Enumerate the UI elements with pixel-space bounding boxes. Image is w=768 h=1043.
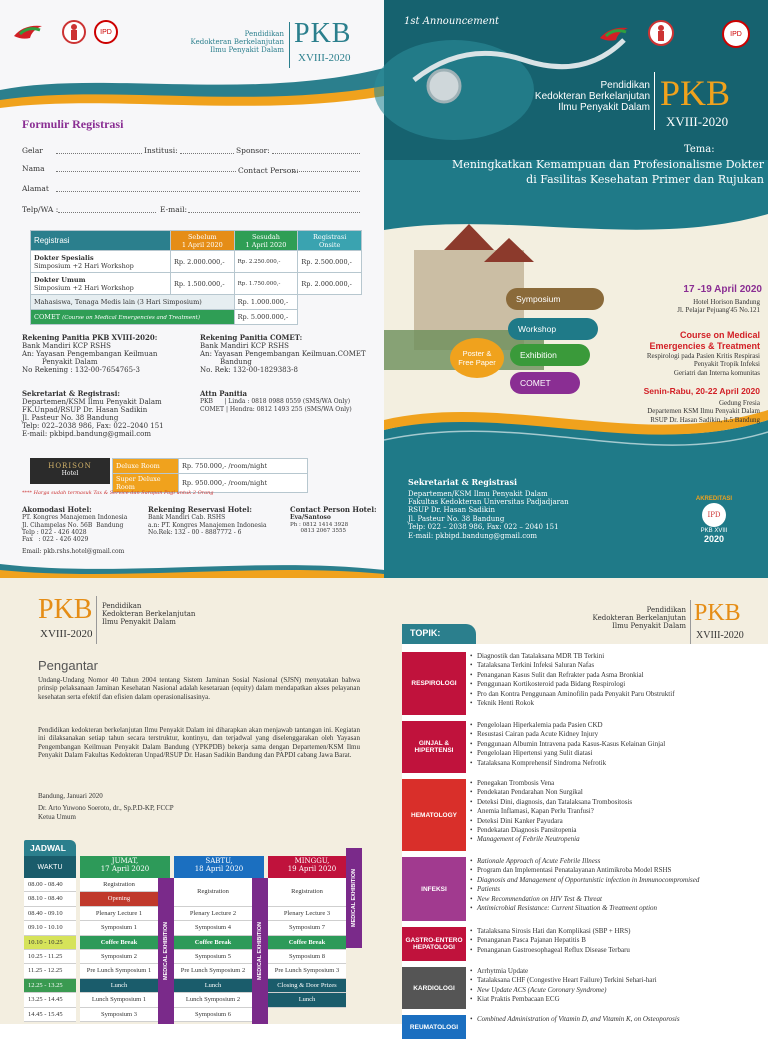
leaf-logo bbox=[598, 24, 632, 44]
cell-after: Rp. 1.750.000,- bbox=[234, 273, 298, 295]
topic-item: • Pengelolaan Hiperkalemia pada Pasien CKD bbox=[470, 721, 665, 730]
org-line: Kedokteran Berkelanjutan bbox=[592, 614, 686, 623]
topic-item: • Patients bbox=[470, 885, 699, 894]
session: Registration bbox=[174, 878, 252, 907]
label-gelar: Gelar bbox=[22, 146, 43, 155]
form-title: Formulir Registrasi bbox=[22, 117, 124, 131]
topic-item: • Pendekatan Pendarahan Non Surgikal bbox=[470, 788, 632, 797]
topic-item: • Management of Febrile Neutropenia bbox=[470, 835, 632, 844]
attn-panitia bbox=[200, 390, 382, 413]
session: Symposium 7 bbox=[268, 921, 346, 935]
topic-items bbox=[470, 721, 665, 768]
day-date: 17 April 2020 bbox=[100, 864, 150, 873]
inner-pkb-right: PKB bbox=[694, 600, 741, 626]
topic-item: • Diagnostik dan Tatalaksana MDR TB Terkini bbox=[470, 652, 675, 661]
rek-comet bbox=[200, 334, 380, 374]
sekretariat-line: Telp: 022–2038 986, Fax: 022–2040 151 bbox=[22, 422, 164, 431]
rek-hotel bbox=[148, 506, 288, 536]
pill-symposium: Symposium bbox=[506, 288, 604, 310]
course-topics bbox=[584, 352, 760, 377]
cover-sek-line: E-mail: pkbipd.bandung@gmail.com bbox=[408, 531, 538, 540]
time-slot: 14.45 - 15.45 bbox=[24, 1008, 76, 1022]
rek-hotel-line: No.Rek: 132 - 00 - 8887772 - 6 bbox=[148, 528, 242, 536]
course-topic: Respirologi pada Pasien Kritis Respirasi bbox=[646, 352, 760, 360]
cover-sek-line: RSUP Dr. Hasan Sadikin bbox=[408, 506, 495, 515]
cell-comet-price: Rp. 5.000.000,- bbox=[234, 310, 298, 325]
tema-line: Meningkatkan Kemampuan dan Profesionalisme Dokter bbox=[452, 158, 764, 171]
topic-row bbox=[402, 721, 768, 777]
inner-edition: XVIII-2020 bbox=[40, 628, 93, 640]
horison-sub: Hotel bbox=[61, 470, 79, 477]
rek-comet-line: Bank Mandiri KCP RSHS bbox=[200, 342, 289, 351]
session: Plenary Lecture 1 bbox=[80, 907, 158, 921]
course-topic: Geriatri dan Interna komunitas bbox=[673, 368, 760, 377]
ipd-logo-text: IPD bbox=[722, 20, 750, 48]
cover-sekretariat bbox=[408, 478, 608, 540]
topic-item: • Penggunaan Kortikosteroid pada Bidang Respirologi bbox=[470, 680, 675, 689]
topic-item: • Arrhytmia Update bbox=[470, 967, 657, 976]
akomodasi-title: Akomodasi Hotel: bbox=[22, 505, 92, 514]
org-line: Kedokteran Berkelanjutan bbox=[190, 38, 284, 47]
topic-item: • Anemia Inflamasi, Kapan Perlu Tranfusi? bbox=[470, 807, 632, 816]
session: Pre Lunch Symposium 3 bbox=[268, 964, 346, 978]
attn-title: Attn Panitia bbox=[200, 389, 248, 398]
day-date: 19 April 2020 bbox=[287, 864, 337, 873]
cell-onsite: Rp. 2.000.000,- bbox=[298, 273, 362, 295]
rek-pkb bbox=[22, 334, 192, 374]
topic-item: • Tatalaksana Sirosis Hati dan Komplikasi (SBP + HRS) bbox=[470, 927, 631, 936]
topic-item: • New Update ACS (Acute Coronary Syndrome) bbox=[470, 986, 657, 995]
akomodasi-line: Telp : 022 - 426 4028 bbox=[22, 528, 87, 536]
cell-mahasiswa-price: Rp. 1.000.000,- bbox=[234, 295, 298, 310]
session: Coffee Break bbox=[174, 936, 252, 950]
topic-item: • Penanganan Kasus Sulit dan Refrakter pada Asma Bronkial bbox=[470, 671, 675, 680]
event-venue bbox=[604, 298, 760, 315]
akomodasi-email: Email: pkb.rshs.hotel@gmail.com bbox=[22, 548, 125, 556]
tema-label: Tema: bbox=[684, 144, 715, 155]
institusi-input[interactable] bbox=[180, 146, 234, 154]
cell-sub: Simposium +2 Hari Workshop bbox=[34, 261, 134, 270]
rek-comet-line: No. Rek: 132-00-1829383-8 bbox=[200, 366, 298, 375]
time-slot: 10.25 - 11.25 bbox=[24, 950, 76, 964]
bottom-wave bbox=[0, 556, 384, 578]
sekretariat-title: Sekretariat & Registrasi: bbox=[22, 389, 120, 398]
pkb-edition: XVIII-2020 bbox=[298, 52, 351, 64]
session: Symposium 4 bbox=[174, 921, 252, 935]
table-row bbox=[31, 251, 362, 273]
org-line: Ilmu Penyakit Dalam bbox=[102, 618, 176, 627]
org-line: Ilmu Penyakit Dalam bbox=[558, 102, 650, 113]
org-line: Pendidikan bbox=[600, 80, 650, 91]
day-name: MINGGU, bbox=[294, 857, 330, 865]
cp-hotel-line: Eva/Santoso bbox=[290, 514, 331, 522]
session: Coffee Break bbox=[268, 936, 346, 950]
room-type: Super Deluxe Room bbox=[113, 474, 179, 493]
cell-after: Rp. 2.250.000,- bbox=[234, 251, 298, 273]
topic-item: • Kiat Praktis Pembacaan ECG bbox=[470, 995, 657, 1004]
th-registrasi: Registrasi bbox=[31, 231, 171, 251]
cover-sek-title: Sekretariat & Registrasi bbox=[408, 477, 518, 487]
session: Lunch bbox=[80, 979, 158, 993]
saturday-column bbox=[174, 878, 252, 1022]
exhibition-label: MEDICAL EXHIBITION bbox=[351, 869, 357, 927]
akomodasi-line: Jl. Cihampelas No. 56B Bandung bbox=[22, 521, 124, 529]
org-line: Kedokteran Berkelanjutan bbox=[102, 610, 196, 619]
rek-pkb-line: Bank Mandiri KCP RSHS bbox=[22, 342, 111, 351]
topic-item: • Tatalaksana CHF (Congestive Heart Failure) Terkini Sehari-hari bbox=[470, 976, 657, 985]
sign-line: Bandung, Januari 2020 bbox=[38, 792, 103, 800]
akreditasi-label: AKREDITASI bbox=[695, 496, 733, 502]
topic-item: • Deteksi Dini, diagnosis, dan Tatalaksana Trombositosis bbox=[470, 798, 632, 807]
inner-org-left bbox=[102, 602, 195, 626]
registration-panel bbox=[0, 0, 384, 578]
alamat-input[interactable] bbox=[56, 184, 360, 192]
th-onsite: Registrasi Onsite bbox=[298, 231, 362, 251]
th-after: Sesudah 1 April 2020 bbox=[234, 231, 298, 251]
akreditasi-pkb: PKB XVIII bbox=[700, 528, 728, 534]
sign-line: Ketua Umum bbox=[38, 812, 76, 821]
topic-item: • Penegakan Trombosis Vena bbox=[470, 779, 632, 788]
topic-items bbox=[470, 652, 675, 708]
pengantar-sign bbox=[38, 792, 360, 821]
table-row bbox=[31, 273, 362, 295]
day-date: 18 April 2020 bbox=[194, 864, 244, 873]
org-line: Pendidikan bbox=[102, 602, 142, 610]
rek-pkb-line: An: Yayasan Pengembangan Keilmuan bbox=[22, 350, 158, 359]
time-slot: 08.40 - 09.10 bbox=[24, 907, 76, 921]
divider bbox=[654, 72, 655, 130]
exhibition-band bbox=[346, 848, 362, 948]
cell-sub: Simposium +2 Hari Workshop bbox=[34, 283, 134, 292]
topic-item: • Penanganan Pasca Pajanan Hepatitis B bbox=[470, 936, 631, 945]
jadwal-title: JADWAL bbox=[24, 840, 76, 856]
cell-comet-note: (Course on Medical Emergencies and Treatment) bbox=[62, 315, 201, 321]
akomodasi-line: PT. Kongres Manajemen Indonesia bbox=[22, 514, 128, 522]
exhibition-band bbox=[158, 878, 174, 1024]
day-saturday bbox=[174, 856, 264, 878]
cp-hotel-line: 0813 2067 3555 bbox=[290, 528, 346, 535]
attn-line: COMET | Hendra: 0812 1493 255 (SMS/WA Only) bbox=[200, 405, 352, 413]
friday-column bbox=[80, 878, 158, 1022]
topic-row bbox=[402, 652, 768, 719]
akomodasi-line: Fax : 022 - 426 4029 bbox=[22, 535, 89, 543]
topic-label: INFEKSI bbox=[402, 857, 466, 921]
course-venue-line: RSUP Dr. Hasan Sadikin, lt.5 Bandung bbox=[650, 415, 760, 424]
topic-label: GASTRO-ENTERO HEPATOLOGI bbox=[402, 927, 466, 961]
session: Closing & Door Prizes bbox=[268, 979, 346, 993]
cover-pkb: PKB bbox=[660, 73, 731, 113]
org-line: Pendidikan bbox=[646, 606, 686, 614]
rek-pkb-line: No Rekening : 132-00-7654765-3 bbox=[22, 366, 140, 375]
label-institusi: Institusi: bbox=[144, 146, 178, 155]
topic-items bbox=[470, 1015, 680, 1024]
org-line: Kedokteran Berkelanjutan bbox=[534, 91, 650, 102]
announcement: 1st Announcement bbox=[404, 16, 500, 27]
topic-items bbox=[470, 927, 631, 955]
day-name: JUMAT, bbox=[111, 857, 139, 865]
session: Symposium 2 bbox=[80, 950, 158, 964]
label-nama: Nama bbox=[22, 164, 45, 173]
cp-hotel-title: Contact Person Hotel: bbox=[290, 505, 377, 514]
rek-pkb-title: Rekening Panitia PKB XVIII-2020: bbox=[22, 333, 158, 342]
day-sunday bbox=[268, 856, 356, 878]
cover-edition: XVIII-2020 bbox=[666, 114, 729, 129]
course-venue bbox=[584, 399, 760, 424]
topic-item: • Rationale Approach of Acute Febrile Illness bbox=[470, 857, 699, 866]
gelar-input[interactable] bbox=[56, 146, 142, 154]
topic-row bbox=[402, 927, 768, 965]
cell-onsite: Rp. 2.500.000,- bbox=[298, 251, 362, 273]
inner-edition-right: XVIII-2020 bbox=[696, 630, 744, 641]
tema-line: di Fasilitas Kesehatan Primer dan Rujukan bbox=[526, 172, 764, 186]
time-slot: 08.00 - 08.40 bbox=[24, 878, 76, 892]
rek-hotel-line: a.n: PT. Kongres Manajemen Indonesia bbox=[148, 521, 267, 529]
rek-comet-title: Rekening Panitia COMET: bbox=[200, 333, 303, 342]
sekretariat-line: Jl. Pasteur No. 38 Bandung bbox=[22, 414, 119, 423]
cell-before: Rp. 2.000.000,- bbox=[171, 251, 235, 273]
cover-sek-line: Jl. Pasteur No. 38 Bandung bbox=[408, 514, 505, 523]
topic-item: • Pendekatan Diagnosis Pansitopenia bbox=[470, 826, 632, 835]
topic-row bbox=[402, 857, 768, 925]
cover-panel bbox=[384, 0, 768, 578]
rek-pkb-line: Penyakit Dalam bbox=[42, 358, 98, 367]
day-name: SABTU, bbox=[205, 857, 233, 865]
hotel-table bbox=[112, 458, 308, 493]
room-price: Rp. 750.000,- /room/night bbox=[179, 459, 308, 474]
label-telp: Telp/WA : bbox=[22, 205, 59, 214]
topic-label: GINJAL & HIPERTENSI bbox=[402, 721, 466, 773]
exhibition-label: MEDICAL EXHIBITION bbox=[163, 922, 169, 980]
course-venue-line: Departemen KSM Ilmu Penyakit Dalam bbox=[647, 407, 760, 416]
room-price: Rp. 950.000,- /room/night bbox=[179, 474, 308, 493]
topic-item: • Diagnosis and Management of Opportunistic infection in Immunocompromised bbox=[470, 876, 699, 885]
akreditasi-year: 2020 bbox=[703, 534, 725, 544]
inner-pkb: PKB bbox=[38, 594, 93, 625]
topic-item: • Pro dan Kontra Penggunaan Aminofilin pada Penyakit Paru Obstruktif bbox=[470, 690, 675, 699]
venue-line: Hotel Horison Bandung bbox=[693, 298, 760, 306]
course-title-line: Course on Medical bbox=[679, 330, 760, 340]
session: Registration bbox=[80, 878, 158, 892]
course-date: Senin-Rabu, 20-22 April 2020 bbox=[643, 386, 760, 396]
topic-label: KARDIOLOGI bbox=[402, 967, 466, 1009]
sunday-column bbox=[268, 878, 346, 1008]
session: Lunch Symposium 2 bbox=[174, 993, 252, 1007]
label-sponsor: Sponsor: bbox=[236, 146, 270, 155]
rek-hotel-line: Bank Mandiri Cab. RSHS bbox=[148, 514, 226, 522]
exhibition-band bbox=[252, 878, 268, 1024]
akreditasi-logo: IPD bbox=[702, 503, 726, 527]
topic-item: • Deteksi Dini Kanker Payudara bbox=[470, 817, 632, 826]
cover-sek-line: Telp: 022 – 2038 986, Fax: 022 – 2040 151 bbox=[408, 523, 559, 532]
session: Opening bbox=[80, 892, 158, 906]
session: Plenary Lecture 3 bbox=[268, 907, 346, 921]
rek-hotel-title: Rekening Reservasi Hotel: bbox=[148, 505, 252, 514]
session: Registration bbox=[268, 878, 346, 907]
venue-line: Jl. Pelajar Pejuang'45 No.121 bbox=[677, 306, 760, 315]
table-row bbox=[31, 310, 362, 325]
ipd-logo-text: IPD bbox=[94, 20, 118, 44]
course-venue-line: Gedung Fresia bbox=[718, 399, 760, 407]
time-slot: 12.25 - 13.25 bbox=[24, 979, 76, 993]
topic-item: • Antimicrobial Resistance: Current Situation & Treatment option bbox=[470, 904, 699, 913]
topic-label: HEMATOLOGY bbox=[402, 779, 466, 851]
sekretariat-line: FK.Unpad/RSUP Dr. Hasan Sadikin bbox=[22, 406, 148, 415]
exhibition-label: MEDICAL EXHIBITION bbox=[257, 922, 263, 980]
poster-badge: Poster & Free Paper bbox=[450, 338, 504, 378]
topic-label: REUMATOLOGI bbox=[402, 1015, 466, 1039]
waktu-header: WAKTU bbox=[24, 856, 76, 878]
pill-comet: COMET bbox=[510, 372, 580, 394]
topic-item: • Teknik Henti Rokok bbox=[470, 699, 675, 708]
session: Pre Lunch Symposium 2 bbox=[174, 964, 252, 978]
email-input[interactable] bbox=[188, 205, 360, 213]
cell-mahasiswa: Mahasiswa, Tenaga Medis lain (3 Hari Simposium) bbox=[31, 295, 235, 310]
cover-sek-line: Fakultas Kedokteran Universitas Padjadjaran bbox=[408, 497, 569, 506]
day-friday bbox=[80, 856, 170, 878]
hotel-note: **** Harga sudah termasuk Tax & Service dan Sarapan Pagi untuk 2 Orang bbox=[22, 490, 214, 496]
session: Symposium 8 bbox=[268, 950, 346, 964]
leaf-logo bbox=[12, 22, 46, 42]
label-email: E-mail: bbox=[160, 205, 188, 214]
attn-line: PKB | Linda : 0818 0988 0559 (SMS/WA Only) bbox=[200, 398, 351, 406]
topic-row bbox=[402, 1015, 768, 1043]
nama-input[interactable] bbox=[56, 164, 236, 172]
topic-item: • Combined Administration of Vitamin D, and Vitamin K, on Osteoporosis bbox=[470, 1015, 680, 1024]
time-slot: 09.10 - 10.10 bbox=[24, 921, 76, 935]
table-row bbox=[31, 295, 362, 310]
time-slot: 10.10 - 10.25 bbox=[24, 936, 76, 950]
tema-text bbox=[444, 158, 764, 188]
session: Symposium 6 bbox=[174, 1008, 252, 1022]
cell-name: Dokter Umum bbox=[34, 275, 86, 284]
akreditasi-badge bbox=[686, 496, 742, 546]
time-column bbox=[24, 878, 76, 1022]
session: Symposium 1 bbox=[80, 921, 158, 935]
ipd-logo bbox=[722, 20, 750, 48]
topic-items bbox=[470, 967, 657, 1005]
telp-input[interactable] bbox=[58, 205, 156, 213]
label-alamat: Alamat bbox=[22, 184, 49, 193]
session: Pre Lunch Symposium 1 bbox=[80, 964, 158, 978]
topic-item: • Penggunaan Albumin Intravena pada Kasus-Kasus Kelainan Ginjal bbox=[470, 740, 665, 749]
course-title-line: Emergencies & Treatment bbox=[649, 340, 760, 351]
registration-table bbox=[30, 230, 362, 325]
topic-item: • Penanganan Gastroesophageal Reflux Disease Terbaru bbox=[470, 946, 631, 955]
topic-row bbox=[402, 967, 768, 1013]
session: Symposium 5 bbox=[174, 950, 252, 964]
horison-brand: HORISON bbox=[48, 462, 92, 470]
course-topic: Penyakit Tropik Infeksi bbox=[693, 360, 760, 369]
cover-org-name bbox=[504, 80, 650, 113]
topic-items bbox=[470, 779, 632, 845]
session: Plenary Lecture 2 bbox=[174, 907, 252, 921]
topic-item: • Tatalaksana Terkini Infeksi Saluran Nafas bbox=[470, 661, 675, 670]
horison-logo bbox=[30, 458, 110, 484]
cell-name: Dokter Spesialis bbox=[34, 253, 94, 262]
session: Lunch Symposium 1 bbox=[80, 993, 158, 1007]
cell-comet: COMET bbox=[34, 313, 61, 321]
session: Lunch bbox=[174, 979, 252, 993]
topic-item: • Pengelolaan Hipertensi yang Sulit diatasi bbox=[470, 749, 665, 758]
time-slot: 13.25 - 14.45 bbox=[24, 993, 76, 1007]
table-row bbox=[113, 459, 308, 474]
cp-hotel-line: Ph : 0812 1414 3928 bbox=[290, 521, 349, 528]
akomodasi bbox=[22, 506, 142, 555]
inner-org-right bbox=[580, 606, 686, 630]
rek-comet-line: Bandung bbox=[220, 358, 252, 367]
time-slot: 11.25 - 12.25 bbox=[24, 964, 76, 978]
pill-workshop: Workshop bbox=[508, 318, 598, 340]
session: Symposium 3 bbox=[80, 1008, 158, 1022]
topic-item: • New Recommendation on HIV Test & Threat bbox=[470, 895, 699, 904]
sekretariat-line: Departemen/KSM Ilmu Penyakit Dalam bbox=[22, 398, 162, 407]
wave-decoration bbox=[0, 62, 384, 108]
topic-item: • Tatalaksana Komprehensif Sindroma Nefrotik bbox=[470, 759, 665, 768]
session: Lunch bbox=[268, 993, 346, 1007]
sign-line: Dr. Arto Yuwono Soeroto, dr., Sp.P.D-KP, FCCP bbox=[38, 804, 174, 813]
time-slot: 08.10 - 08.40 bbox=[24, 892, 76, 906]
org-line: Ilmu Penyakit Dalam bbox=[612, 622, 686, 631]
body-logo bbox=[62, 20, 86, 44]
pengantar-p2: Pendidikan kedokteran berkelanjutan Ilmu Penyakit Dalam ini diharapkan akan menjawab tantangan ini. Kegiatan ini dilaksanakan setiap tahun secara terstruktur, kontinyu, dan terjadwal yang diselenggarakan oleh Yayasan Pengembangan Keilmuan Penyakit Dalam Bandung (YPKPDB) bekerja sama dengan Departemen/KSM Ilmu Penyakit Dalam Fakultas Kedokteran Unpad/RSUP Dr. Hasan Sadikin Bandung dan PAPDI cabang Jawa Barat. bbox=[38, 726, 360, 760]
ipd-logo bbox=[94, 20, 118, 44]
divider bbox=[690, 600, 691, 644]
cp-hotel bbox=[290, 506, 382, 535]
sekretariat bbox=[22, 390, 197, 438]
contact-input[interactable] bbox=[292, 164, 360, 172]
topic-item: • Program dan Implementasi Penatalayanan Antimikroba Model RSHS bbox=[470, 866, 699, 875]
cover-sek-line: Departemen/KSM Ilmu Penyakit Dalam bbox=[408, 489, 548, 498]
sponsor-input[interactable] bbox=[272, 146, 360, 154]
cell-before: Rp. 1.500.000,- bbox=[171, 273, 235, 295]
org-line: Pendidikan bbox=[244, 30, 284, 38]
sekretariat-line: E-mail: pkbipd.bandung@gmail.com bbox=[22, 430, 152, 439]
topik-title: TOPIK: bbox=[402, 624, 476, 644]
topic-item: • Resustasi Cairan pada Acute Kidney Injury bbox=[470, 730, 665, 739]
label-contact: Contact Person: bbox=[238, 166, 299, 175]
pkb-logo-text: PKB bbox=[294, 18, 352, 49]
pengantar-title: Pengantar bbox=[38, 658, 98, 673]
divider bbox=[96, 596, 97, 644]
room-type: Deluxe Room bbox=[113, 459, 179, 474]
org-name bbox=[180, 30, 284, 54]
pill-exhibition: Exhibition bbox=[510, 344, 590, 366]
topic-items bbox=[470, 857, 699, 913]
pengantar-p1: Undang-Undang Nomor 40 Tahun 2004 tentang Sistem Jaminan Sosial Nasional (SJSN) menyatakan bahwa prinsip pelaksanaan Jaminan Kesehatan Nasional adalah kesetaraan (equity) dalam mendapatkan akses pelayanan kesehatan serta efektif dan efisien dalam operasionalisasinya. bbox=[38, 676, 360, 701]
org-line: Ilmu Penyakit Dalam bbox=[210, 46, 284, 55]
topic-row bbox=[402, 779, 768, 855]
course-title bbox=[584, 330, 760, 352]
event-date: 17 -19 April 2020 bbox=[683, 284, 762, 295]
topic-label: RESPIROLOGI bbox=[402, 652, 466, 715]
rek-comet-line: An: Yayasan Pengembangan Keilmuan.COMET bbox=[200, 350, 366, 359]
th-before: Sebelum 1 April 2020 bbox=[171, 231, 235, 251]
body-logo bbox=[648, 20, 674, 46]
session: Coffee Break bbox=[80, 936, 158, 950]
